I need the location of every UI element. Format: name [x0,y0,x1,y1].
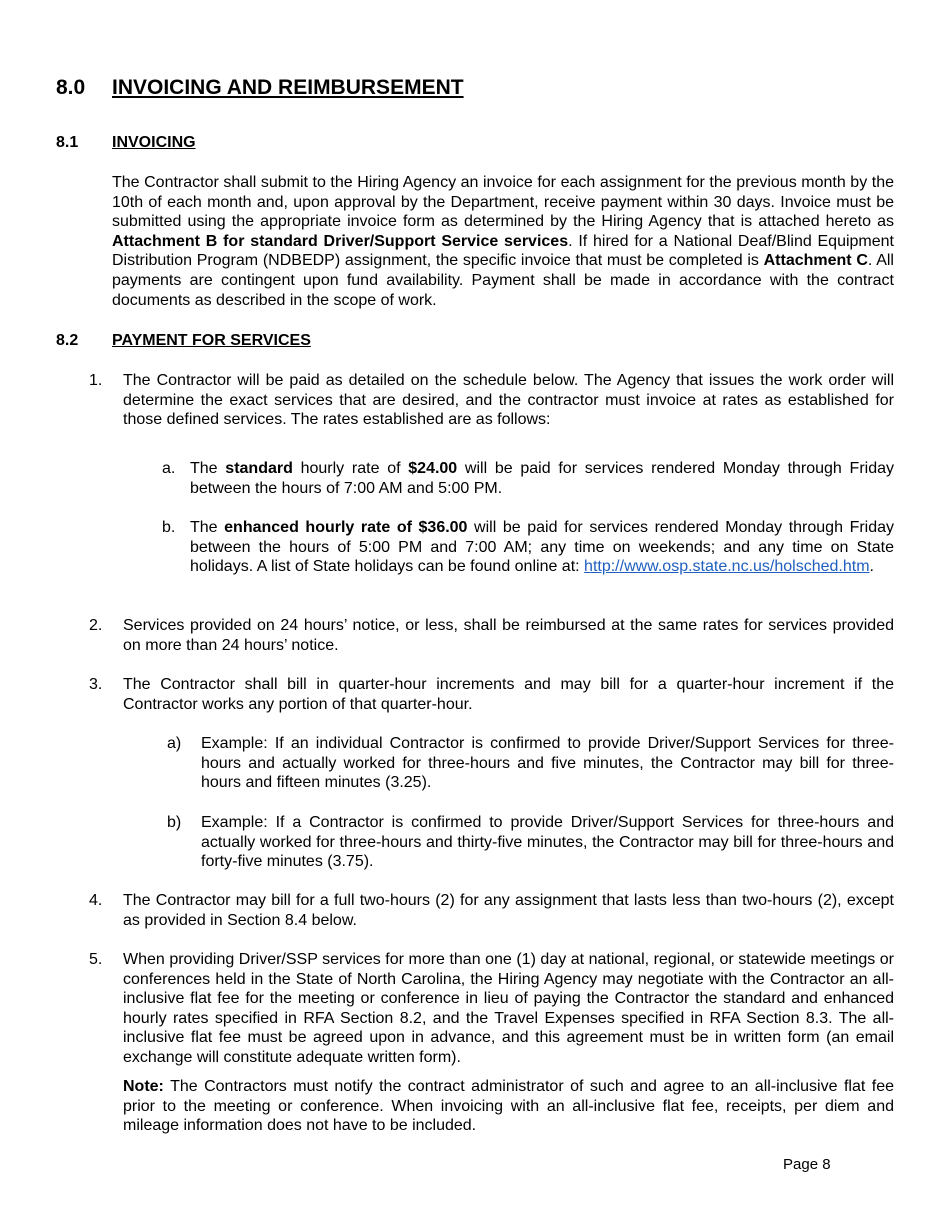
page-number: Page 8 [783,1156,831,1173]
text: will be paid for services rendered Monday through Friday between the hours of 5:00 PM and 7:00 AM; any time on weekends; and any time on State holidays. A list of State holidays can be found online at: [190,519,895,576]
subsection-number: 8.1 [56,134,79,151]
text: The [190,519,225,536]
attachment-b-text: Attachment B for standard Driver/Support Service services [112,232,569,250]
subsection-number: 8.2 [56,332,79,349]
section-number: 8.0 [56,76,86,99]
list-marker: 4. [89,892,103,909]
standard-label: standard [225,460,293,477]
list-marker: 1. [89,372,103,389]
section-title: INVOICING AND REIMBURSEMENT [112,76,464,99]
list-item-3a: Example: If an individual Contractor is confirmed to provide Driver/Support Services for three-hours and actually worked for three-hours and five minutes, the Contractor may bill for three-hours and fifteen minutes (3.25). [201,735,894,792]
enhanced-rate: enhanced hourly rate of $36.00 [224,519,468,536]
list-item-4: The Contractor may bill for a full two-hours (2) for any assignment that lasts less than two-hours (2), except as provided in Section 8.4 below. [123,892,894,929]
list-marker: b. [162,519,176,536]
invoicing-text-2: . If hired for a National Deaf/Blind Equipment Distribution Program (NDBEDP) assignment, the specific invoice that must be completed is [112,232,894,270]
list-marker: b) [167,814,182,831]
list-marker: a. [162,460,176,477]
text: . [869,558,874,576]
list-marker: 2. [89,617,103,634]
text: hourly rate of [292,460,409,477]
invoicing-text: The Contractor shall submit to the Hiring Agency an invoice for each assignment for the previous month by the 10th of each month and, upon approval by the Department, receive payment within 30 days. Invoice must be submitted using the appropriate invoice form as determined by the Hiring Agency that is attached hereto as [112,174,894,231]
subsection-title: INVOICING [112,134,196,151]
invoicing-text-3: . All payments are contingent upon fund availability. Payment shall be made in accordance with the contract documents as described in the scope of work. [112,252,894,309]
text: The [190,460,226,477]
list-item-1: The Contractor will be paid as detailed on the schedule below. The Agency that issues the work order will determine the exact services that are desired, and the contractor must invoice at rates as established for those defined services. The rates established are as follows: [123,372,894,429]
list-item-2: Services provided on 24 hours’ notice, or less, shall be reimbursed at the same rates for services provided on more than 24 hours’ notice. [123,617,894,654]
list-marker: 5. [89,951,103,968]
list-item-5: When providing Driver/SSP services for more than one (1) day at national, regional, or statewide meetings or conferences held in the State of North Carolina, the Hiring Agency may negotiate with the Contractor an all-inclusive flat fee for the meeting or conference in lieu of paying the Contractor the standard and enhanced hourly rates specified in RFA Section 8.2, and the Travel Expenses specified in RFA Section 8.3. The all-inclusive flat fee must be agreed upon in advance, and this agreement must be in written form (an email exchange will constitute adequate written form). [123,951,894,1066]
list-item-3: The Contractor shall bill in quarter-hour increments and may bill for a quarter-hour increment if the Contractor works any portion of that quarter-hour. [123,676,894,713]
note-paragraph [123,1077,894,1136]
list-marker: a) [167,735,182,752]
note-text: The Contractors must notify the contract administrator of such and agree to an all-inclusive flat fee prior to the meeting or conference. When invoicing with an all-inclusive flat fee, receipts, per diem and mileage information does not have to be included. [123,1078,894,1135]
attachment-c-text: Attachment C [763,252,868,270]
list-item-3b: Example: If a Contractor is confirmed to provide Driver/Support Services for three-hours and actually worked for three-hours and thirty-five minutes, the Contractor may bill for three-hours and forty-five minutes (3.75). [201,814,894,871]
list-marker: 3. [89,676,103,693]
standard-rate: $24.00 [408,460,458,477]
holidays-link[interactable]: http://www.osp.state.nc.us/holsched.htm [584,558,870,576]
subsection-title: PAYMENT FOR SERVICES [112,332,311,349]
list-item-1b [190,518,894,577]
invoicing-paragraph [112,173,894,310]
note-label: Note: [123,1078,164,1095]
list-item-1a [190,459,894,498]
text: will be paid for services rendered Monday through Friday between the hours of 7:00 AM and 5:00 PM. [190,460,895,497]
